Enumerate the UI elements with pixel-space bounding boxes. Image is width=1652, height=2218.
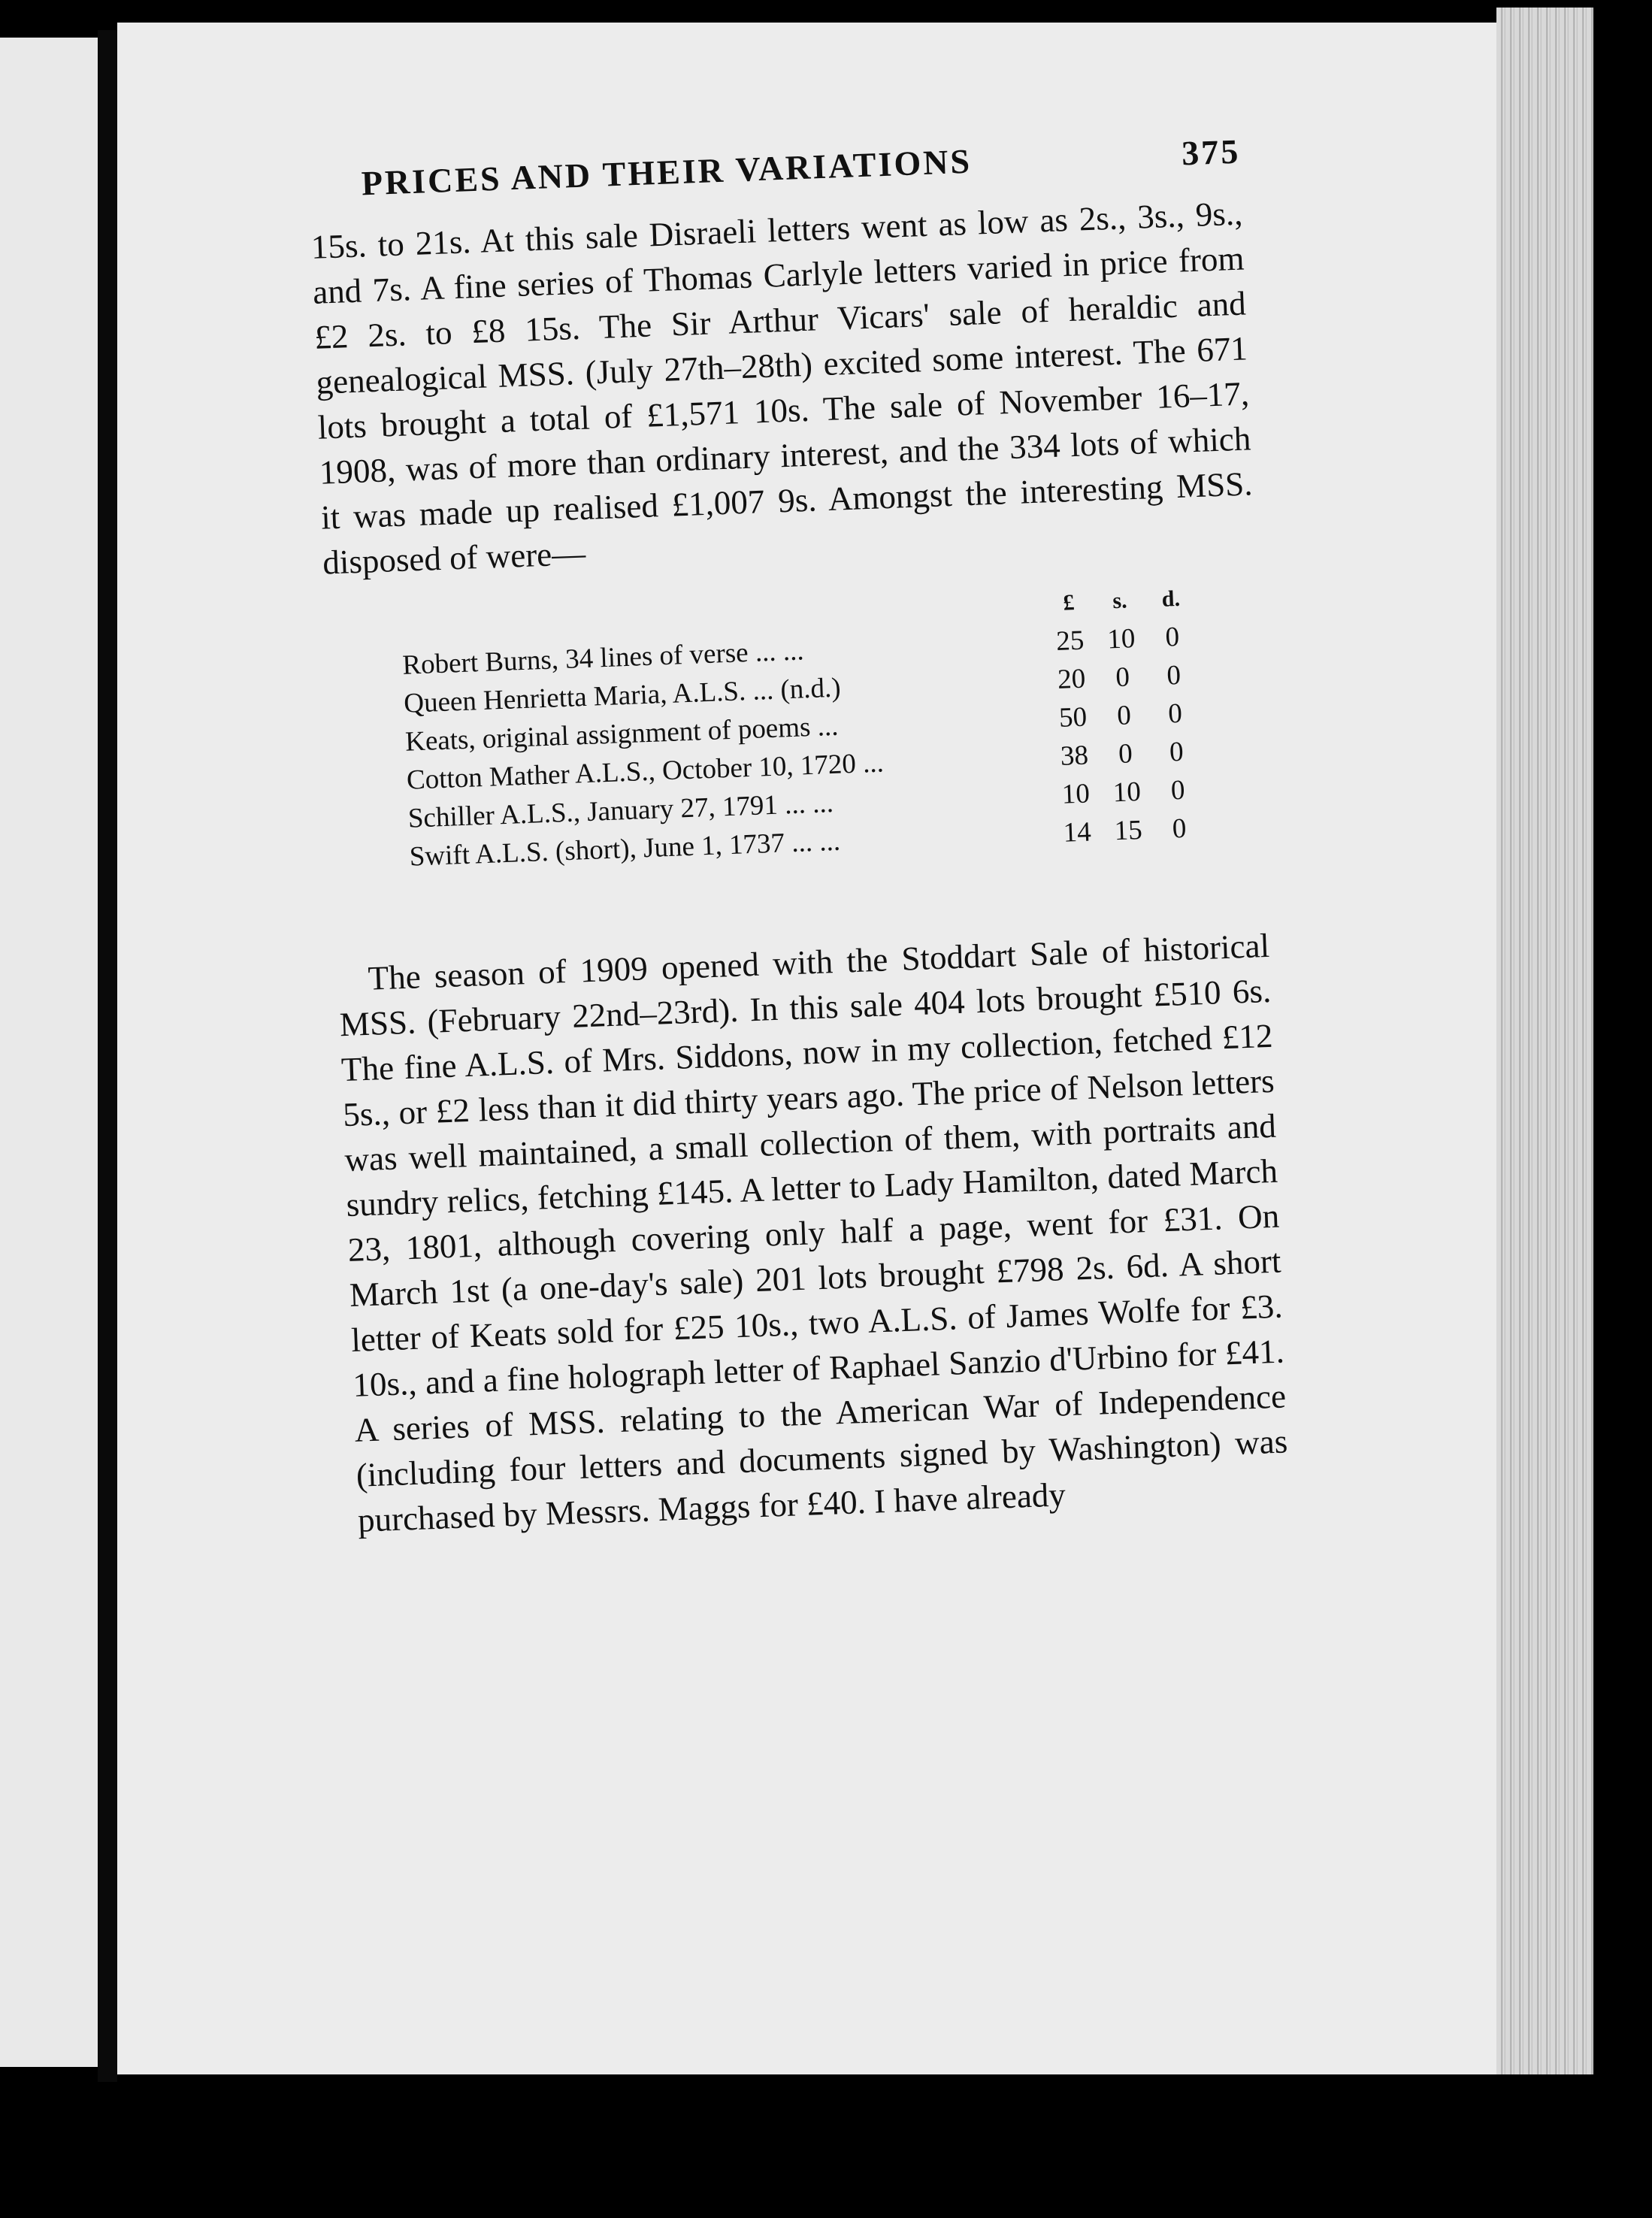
table-cell-item: Queen Henrietta Maria, A.L.S. ... (n.d.) <box>403 672 842 719</box>
paragraph-first: 15s. to 21s. At this sale Disraeli letters went as low as 2s., 3s., 9s., and 7s. A fine series of Thomas Carlyle letters varied in price from £2 2s. to £8 15s. The Sir Arthur Vicars' sale of heraldic and genealogical MSS. (July 27th–28th) excited some interest. The 671 lots brought a total of £1,571 10s. The sale of November 16–17, 1908, was of more than ordinary interest, and the 334 lots of which it was made up realised £1,007 9s. Amongst the interesting MSS. disposed of were— <box>310 194 1254 582</box>
table-cell-shillings: 0 <box>1118 738 1133 770</box>
page-text <box>308 132 1290 1543</box>
table-cell-shillings: 0 <box>1116 700 1132 732</box>
table-cell-item: Cotton Mather A.L.S., October 10, 1720 ... <box>406 747 885 796</box>
table-cell-shillings: 10 <box>1106 623 1136 655</box>
table-cell-pence: 0 <box>1166 659 1182 691</box>
lots-table-wrapper <box>400 579 1206 876</box>
facing-page-edge <box>0 38 98 2067</box>
table-cell-pounds: 25 <box>1055 625 1085 657</box>
table-cell-item: Keats, original assignment of poems ... <box>404 710 840 758</box>
table-cell-pence: 0 <box>1170 774 1186 806</box>
table-cell-pounds: 38 <box>1060 740 1089 772</box>
table-cell-pounds: 10 <box>1061 778 1091 810</box>
table-cell-pence: 0 <box>1167 697 1183 730</box>
table-header-pence: d. <box>1161 586 1181 612</box>
page-stack-edges <box>1496 8 1609 2074</box>
table-cell-shillings: 10 <box>1112 776 1142 809</box>
scan-border <box>1593 0 1652 2218</box>
table-header-pounds: £ <box>1062 590 1076 616</box>
table-cell-item: Robert Burns, 34 lines of verse ... ... <box>401 635 805 681</box>
table-cell-shillings: 15 <box>1113 814 1143 847</box>
table-cell-item: Schiller A.L.S., January 27, 1791 ... ... <box>407 787 834 834</box>
table-cell-pounds: 14 <box>1062 816 1092 849</box>
table-cell-pence: 0 <box>1169 736 1185 768</box>
page-number: 375 <box>1181 132 1242 173</box>
table-cell-shillings: 0 <box>1115 661 1130 694</box>
table-cell-pence: 0 <box>1172 812 1188 845</box>
table-cell-item: Swift A.L.S. (short), June 1, 1737 ... ... <box>409 825 841 873</box>
table-cell-pence: 0 <box>1164 621 1180 653</box>
book-gutter <box>98 30 117 2082</box>
lots-table <box>400 579 1206 876</box>
table-cell-pounds: 50 <box>1058 701 1088 734</box>
running-head-title: PRICES AND THEIR VARIATIONS <box>360 141 973 203</box>
paragraph-second: The season of 1909 opened with the Stoddart Sale of historical MSS. (February 22nd–23rd). In this sale 404 lots brought £510 6s. The fine A.L.S. of Mrs. Siddons, now in my collection, fetched £12 5s., or £2 less than it did thirty years ago. The price of Nelson letters was well maintained, a small collection of them, with portraits and sundry relics, fetching £145. A letter to Lady Hamilton, dated March 23, 1801, although covering only half a page, went for £31. On March 1st (a one-day's sale) 201 lots brought £798 2s. 6d. A short letter of Keats sold for £25 10s., two A.L.S. of James Wolfe for £3. 10s., and a fine holograph letter of Raphael Sanzio d'Urbino for £41. A series of MSS. relating to the American War of Independence (including four letters and documents signed by Washington) was purchased by Messrs. Maggs for £40. I have already <box>339 926 1288 1539</box>
table-header-shillings: s. <box>1112 588 1128 614</box>
table-cell-pounds: 20 <box>1057 663 1086 695</box>
